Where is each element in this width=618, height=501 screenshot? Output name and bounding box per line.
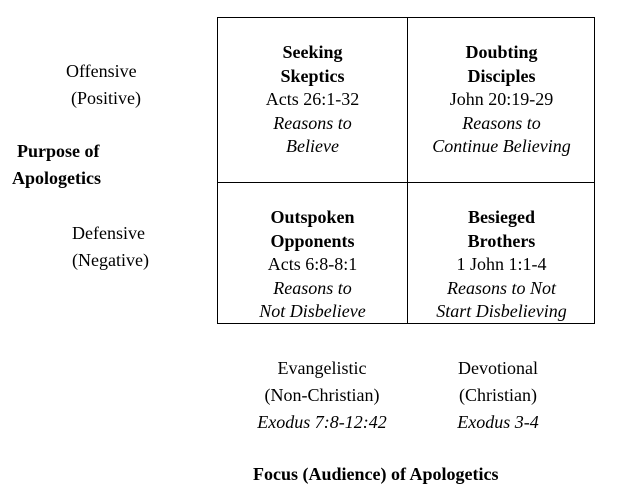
offensive-label-line1: Offensive	[66, 61, 137, 81]
quadrant-description-line2: Continue Believing	[432, 136, 571, 156]
quadrant-besieged-brothers	[408, 206, 595, 324]
quadrant-description-line1: Reasons to	[273, 277, 352, 298]
quadrant-description-line2: Start Disbelieving	[436, 301, 567, 321]
quadrant-reference: Acts 26:1-32	[265, 89, 360, 109]
purpose-axis-title-line2: Apologetics	[12, 168, 101, 188]
evangelistic-label-line2: (Non-Christian)	[264, 385, 380, 405]
quadrant-title-line2: Opponents	[270, 230, 355, 251]
quadrant-title-line2: Skeptics	[280, 65, 345, 86]
purpose-axis-title	[12, 138, 101, 192]
quadrant-reference: Acts 6:8-8:1	[267, 254, 358, 274]
quadrant-reference: John 20:19-29	[449, 89, 554, 109]
quadrant-title-line1: Seeking	[282, 42, 343, 62]
defensive-label	[72, 220, 149, 274]
quadrant-description-line1: Reasons to	[273, 112, 352, 133]
quadrant-description-line2: Believe	[286, 136, 339, 156]
offensive-label	[66, 58, 141, 112]
evangelistic-reference: Exodus 7:8-12:42	[257, 412, 387, 432]
quadrant-description-line2: Not Disbelieve	[259, 301, 366, 321]
devotional-reference: Exodus 3-4	[457, 412, 539, 432]
devotional-label-line1: Devotional	[458, 358, 538, 378]
defensive-label-line1: Defensive	[72, 223, 145, 243]
defensive-label-line2: (Negative)	[72, 250, 149, 270]
quadrant-description-line1: Reasons to Not	[446, 277, 556, 298]
apologetics-matrix	[217, 17, 595, 324]
quadrant-title-line1: Outspoken	[270, 207, 355, 227]
purpose-axis-title-line1: Purpose of	[17, 141, 100, 161]
quadrant-title-line1: Doubting	[465, 42, 538, 62]
quadrant-seeking-skeptics	[218, 41, 407, 159]
quadrant-doubting-disciples	[408, 41, 595, 159]
quadrant-outspoken-opponents	[218, 206, 407, 324]
quadrant-description-line1: Reasons to	[462, 112, 541, 133]
evangelistic-label-line1: Evangelistic	[277, 358, 367, 378]
devotional-label	[418, 355, 578, 436]
grid-horizontal-divider	[218, 182, 594, 183]
focus-axis-title: Focus (Audience) of Apologetics	[253, 464, 499, 484]
quadrant-title-line1: Besieged	[468, 207, 535, 227]
offensive-label-line2: (Positive)	[71, 88, 141, 108]
quadrant-reference: 1 John 1:1-4	[456, 254, 547, 274]
quadrant-title-line2: Brothers	[467, 230, 536, 251]
quadrant-title-line2: Disciples	[467, 65, 536, 86]
evangelistic-label	[232, 355, 412, 436]
devotional-label-line2: (Christian)	[459, 385, 537, 405]
